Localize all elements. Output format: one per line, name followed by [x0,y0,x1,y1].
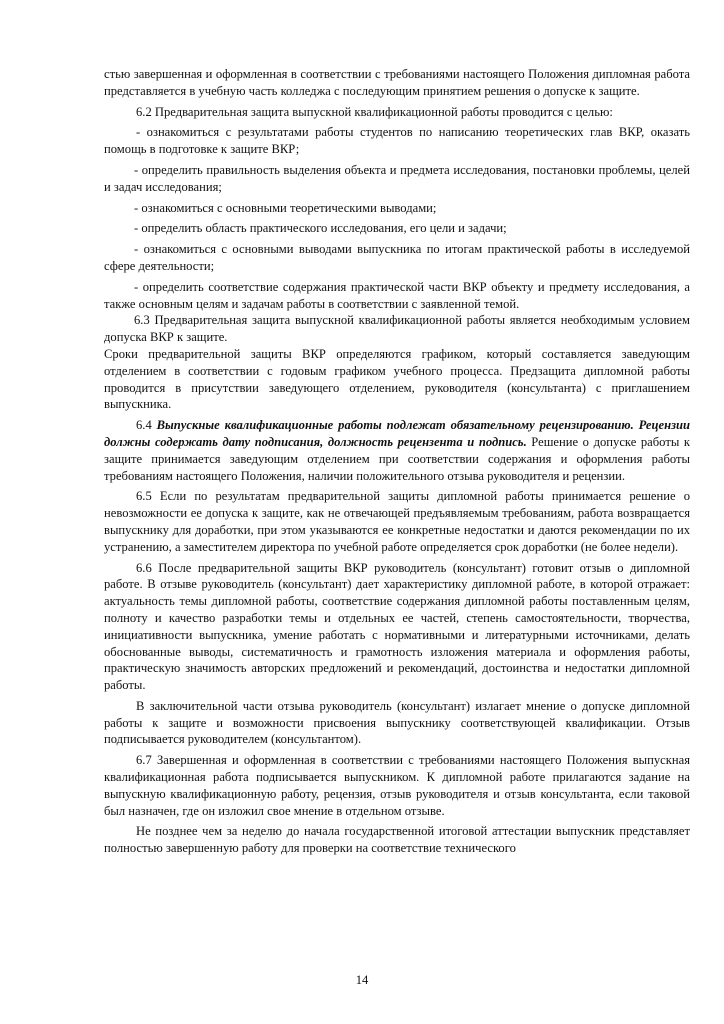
paragraph-schedule: Сроки предварительной защиты ВКР определяются графиком, который составляется заведующим отделением в соответствии с годовым графиком учебного процесса. Предзащита дипломной работы проводится в присутствии заведующего отделением, руководителя (консультанта) с приглашением выпускника. [104,346,690,412]
paragraph-number: 6.4 [136,418,157,433]
list-item: - определить соответствие содержания практической части ВКР объекту и предмету исследования, а также основным целям и задачам работы в соответствии с заявленной темой. [104,279,690,311]
paragraph-6-3: 6.3 Предварительная защита выпускной квалификационной работы является необходимым условием допуска ВКР к защите. [104,313,690,345]
paragraph-conclusion: В заключительной части отзыва руководитель (консультант) излагает мнение о допуске дипломной работы к защите и возможности присвоения выпускнику соответствующей квалификации. Отзыв подписывается руководителем (консультантом). [104,698,690,747]
paragraph-6-6: 6.6 После предварительной защиты ВКР руководитель (консультант) готовит отзыв о дипломной работе. В отзыве руководитель (консультант) дает характеристику дипломной работе, в которой отражает: актуальность темы дипломной работы, соответствие содержания дипломной работы поставленным целям, полноту и качество разработки темы и отдельных ее частей, степень самостоятельности, творчества, инициативности выпускника, умение работать с нормативными и литературными источниками, делать обоснованные выводы, систематичность и грамотность изложения материала и оформления работы, практическую значимость авторских предложений и рекомендаций, достоинства и недостатки дипломной работы. [104,560,690,693]
list-item: - ознакомиться с основными выводами выпускника по итогам практической работы в исследуемой сфере деятельности; [104,242,690,273]
emphasized-text: Выпускные квалификационные работы подлежат обязательному рецензированию. Рецензии должны содержать дату подписания, должность рецензента и подпись. [104,418,691,449]
paragraph-6-4 [104,417,690,484]
document-body [104,66,690,857]
paragraph-6-7: 6.7 Завершенная и оформленная в соответствии с требованиями настоящего Положения выпускная квалификационная работа подписывается выпускником. К дипломной работе прилагаются задание на выпускную квалификационную работу, рецензия, отзыв руководителя и отзыв консультанта, если таковой был назначен, где он изложил свое мнение в отдельном отзыве. [104,753,690,818]
paragraph-continuation: стью завершенная и оформленная в соответствии с требованиями настоящего Положения дипломная работа представляется в учебную часть колледжа с последующим принятием решения о допуске к защите. [104,67,690,98]
list-item: - ознакомиться с результатами работы студентов по написанию теоретических глав ВКР, оказать помощь в подготовке к защите ВКР; [104,125,690,157]
paragraph-deadline: Не позднее чем за неделю до начала государственной итоговой аттестации выпускник представляет полностью завершенную работу для проверки на соответствие технического [104,824,690,856]
list-item: - ознакомиться с основными теоретическими выводами; [134,200,437,215]
list-item: - определить область практического исследования, его цели и задачи; [134,221,507,236]
list-item: - определить правильность выделения объекта и предмета исследования, постановки проблемы, целей и задач исследования; [104,162,690,194]
page-number: 14 [355,973,369,987]
paragraph-6-2: 6.2 Предварительная защита выпускной квалификационной работы проводится с целью: [136,104,613,119]
paragraph-6-5: 6.5 Если по результатам предварительной защиты дипломной работы принимается решение о невозможности ее допуска к защите, как не отвечающей предъявляемым требованиям, работа возвращается выпускнику для доработки, при этом указываются ее конкретные недостатки и даются рекомендации по их устранению, а заместителем директора по учебной работе определяется срок доработки (не более недели). [104,489,690,554]
paragraph-text: Решение о допуске работы к защите принимается заведующим отделением при соответствии содержания и оформления работы требованиям настоящего Положения, наличии положительного отзыва руководителя и рецензии. [104,434,690,483]
